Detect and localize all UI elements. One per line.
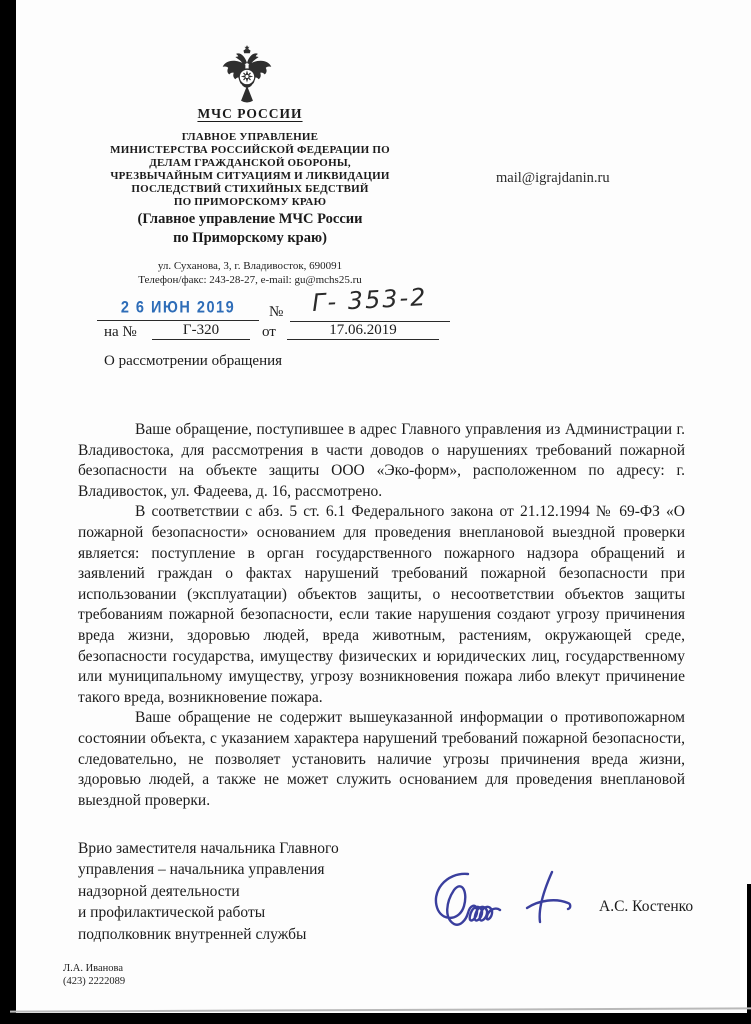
registration-date-field	[97, 299, 259, 321]
body-paragraph-2: В соответствии с абз. 5 ст. 6.1 Федерального закона от 21.12.1994 № 69-ФЗ «О пожарной безопасности» основанием для проведения внеплановой выездной проверки является: поступление в орган государственного пожарного надзора обращений и заявлений граждан о фактах нарушений требований пожарной безопасности при использовании (эксплуатации) объектов защиты, о несоответствии объектов защиты требованиям пожарной безопасности, если такие нарушения создают угрозу причинения вреда жизни, здоровью людей, вреда животным, растениям, окружающей среде, безопасности государства, имуществу физических и юридических лиц, государственному или муниципальному имуществу, угрозу возникновения пожара либо влекут причинение такого вреда, возникновение пожара.	[78, 503, 685, 706]
signer-position-line: надзорной деятельности	[78, 882, 240, 900]
letterhead-line: ПОСЛЕДСТВИЙ СТИХИЙНЫХ БЕДСТВИЙ	[131, 183, 369, 195]
letterhead-line: МИНИСТЕРСТВА РОССИЙСКОЙ ФЕДЕРАЦИИ ПО	[110, 144, 390, 156]
executor-phone: (423) 2222089	[63, 976, 126, 987]
handwritten-signature-icon	[424, 858, 594, 950]
signer-position-line: управления – начальника управления	[78, 861, 325, 879]
letterhead-line: ГЛАВНОЕ УПРАВЛЕНИЕ	[181, 131, 319, 143]
page-bottom-edge-line	[10, 1007, 751, 1012]
outgoing-number-field	[290, 282, 450, 322]
mchs-eagle-emblem-icon	[220, 44, 274, 110]
org-address: ул. Суханова, 3, г. Владивосток, 690091	[157, 260, 343, 272]
scan-edge-right	[747, 884, 751, 1024]
executor-name: Л.А. Иванова	[63, 963, 123, 974]
letterhead-alt-line: по Приморскому краю)	[173, 230, 327, 246]
recipient-email: mail@igrajdanin.ru	[496, 170, 610, 186]
reply-to-label: на №	[104, 324, 137, 340]
incoming-date-stamp: 2 6 ИЮН 2019	[120, 299, 236, 317]
letterhead-alt-line: (Главное управление МЧС России	[137, 211, 363, 227]
body-paragraph-3: Ваше обращение не содержит вышеуказанной информации о противопожарном состоянии объекта, с указанием характера нарушений требований пожарной безопасности, следовательно, не позволяет установить наличие угрозы причинения вреда жизни, здоровью людей, а также не может служить основанием для проведения внеплановой выездной проверки.	[78, 709, 685, 809]
signer-name: А.С. Костенко	[599, 898, 694, 915]
signer-position-block	[78, 838, 339, 945]
signer-position-line: и профилактической работы	[78, 904, 266, 922]
reply-date-label: от	[262, 324, 276, 340]
reply-date-value: 17.06.2019	[287, 322, 439, 340]
scan-edge-bottom	[0, 1013, 751, 1024]
signer-position-line: Врио заместителя начальника Главного	[78, 840, 339, 857]
letterhead-line: ПО ПРИМОРСКОМУ КРАЮ	[173, 196, 327, 208]
letterhead-line: ДЕЛАМ ГРАЖДАНСКОЙ ОБОРОНЫ,	[149, 157, 351, 169]
letterhead-full-name	[57, 131, 443, 209]
executor-block	[63, 962, 125, 988]
org-address-block	[57, 259, 443, 287]
signer-position-line: подполковник внутренней службы	[78, 925, 307, 943]
letter-subject: О рассмотрении обращения	[104, 353, 283, 369]
letterhead-short-name	[57, 210, 443, 248]
letterhead-line: ЧРЕЗВЫЧАЙНЫМ СИТУАЦИЯМ И ЛИКВИДАЦИИ	[110, 170, 390, 182]
reply-to-number: Г-320	[152, 322, 250, 340]
handwritten-outgoing-number: Г- 353-2	[311, 282, 429, 318]
org-phone-email: Телефон/факс: 243-28-27, e-mail: gu@mchs25.ru	[138, 274, 362, 286]
letter-body	[78, 420, 685, 811]
number-sign-label: №	[269, 304, 284, 320]
scan-edge-left	[0, 0, 16, 1024]
org-short-name: МЧС РОССИИ	[197, 106, 303, 121]
body-paragraph-1: Ваше обращение, поступившее в адрес Главного управления из Администрации г. Владивостока, для рассмотрения в части доводов о нарушениях требований пожарной безопасности на объекте защиты ООО «Эко-форм», расположенном по адресу: г. Владивосток, ул. Фадеева, д. 16, рассмотрено.	[78, 421, 685, 500]
